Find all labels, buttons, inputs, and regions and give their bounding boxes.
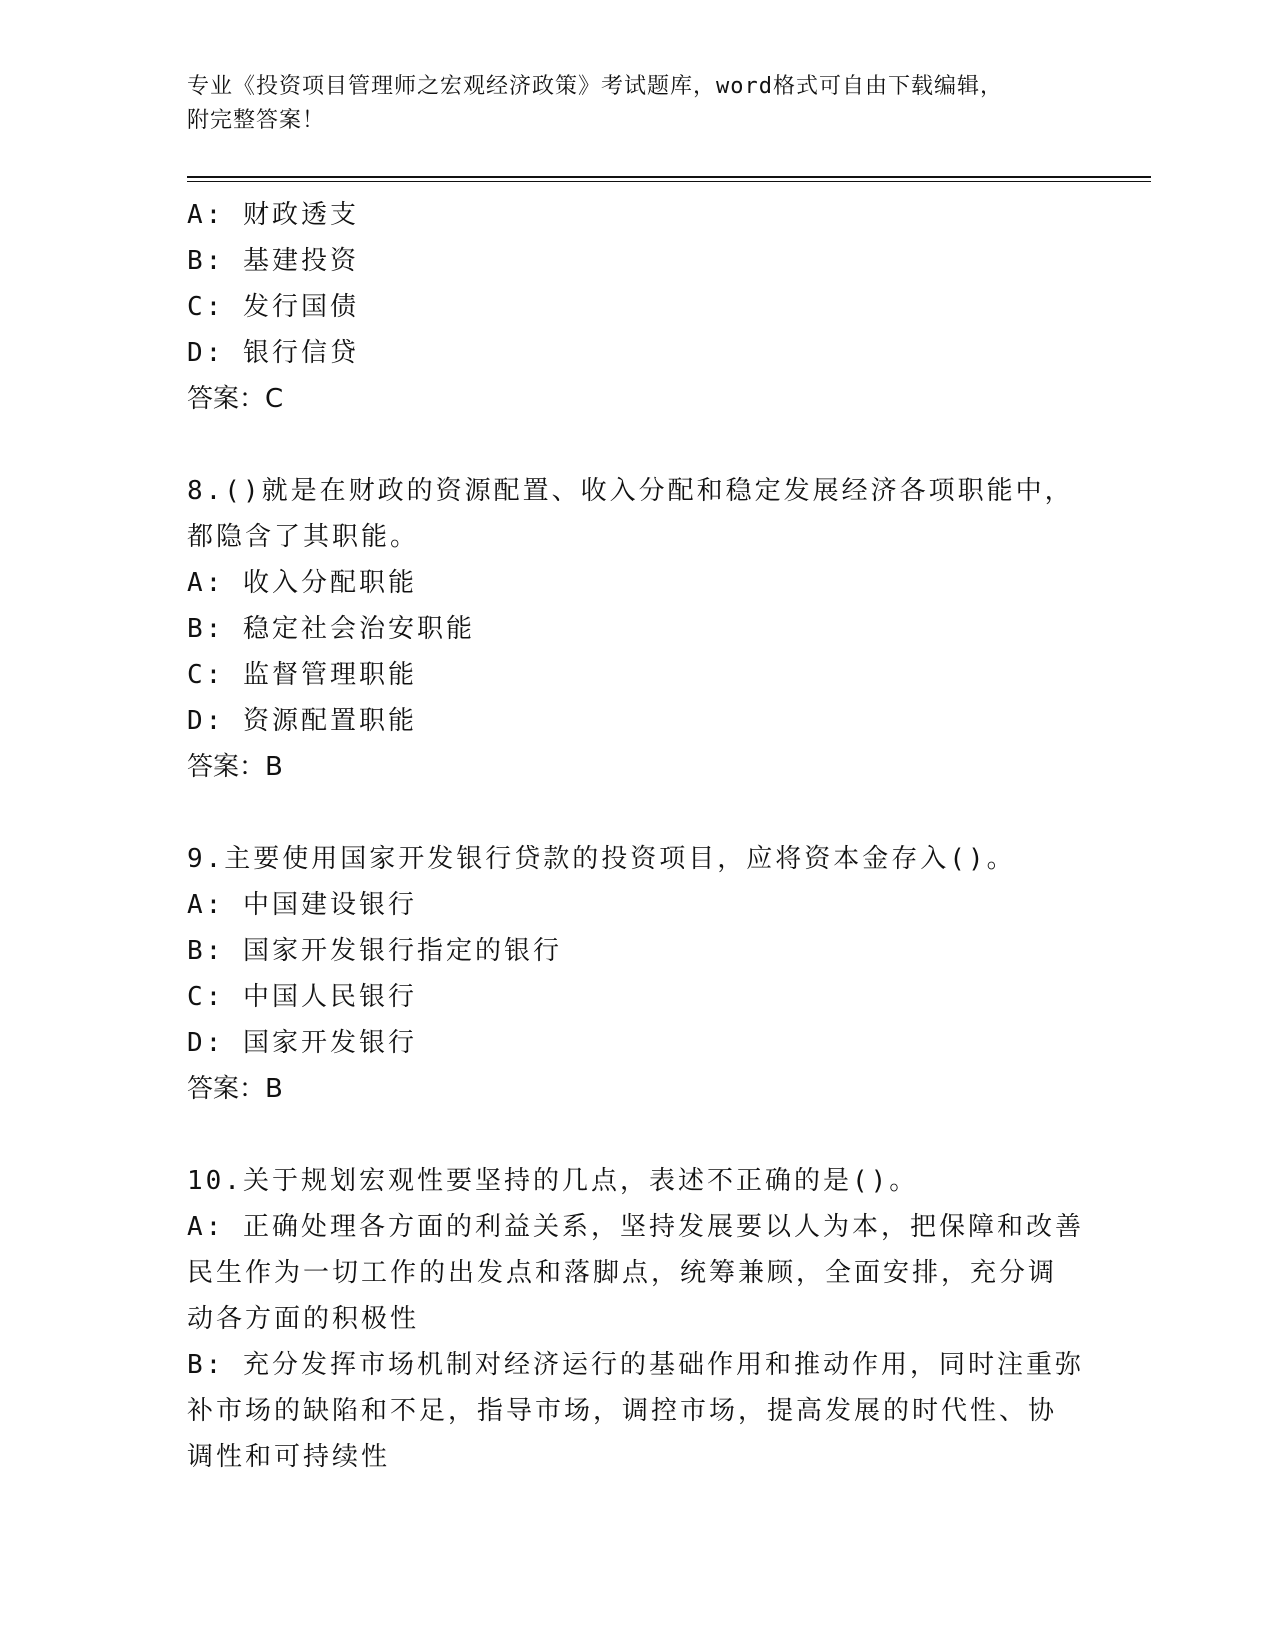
q9-option-c: C: 中国人民银行	[187, 982, 417, 1012]
q8-option-b: B: 稳定社会治安职能	[187, 614, 475, 644]
header-divider	[187, 176, 1151, 182]
q10-option-a-line-3: 动各方面的积极性	[187, 1304, 420, 1334]
q10-stem-line-1: 10.关于规划宏观性要坚持的几点，表述不正确的是()。	[187, 1166, 919, 1196]
q7-option-a: A: 财政透支	[187, 200, 359, 230]
q10-option-a-line-2: 民生作为一切工作的出发点和落脚点，统筹兼顾，全面安排，充分调	[187, 1258, 1058, 1288]
q9-option-b: B: 国家开发银行指定的银行	[187, 936, 562, 966]
q8-option-a: A: 收入分配职能	[187, 568, 417, 598]
q8-stem-line-1: 8.()就是在财政的资源配置、收入分配和稳定发展经济各项职能中，	[187, 476, 1074, 506]
spacer	[187, 790, 1147, 836]
question-10	[187, 1158, 1147, 1480]
q10-option-b-line-3: 调性和可持续性	[187, 1442, 391, 1472]
q8-answer: 答案：B	[187, 752, 283, 782]
q9-stem-line-1: 9.主要使用国家开发银行贷款的投资项目，应将资本金存入()。	[187, 844, 1016, 874]
q9-answer: 答案：B	[187, 1074, 283, 1104]
q8-stem-line-2: 都隐含了其职能。	[187, 522, 420, 552]
question-9	[187, 836, 1147, 1112]
q9-option-a: A: 中国建设银行	[187, 890, 417, 920]
question-8	[187, 468, 1147, 790]
q7-option-c: C: 发行国债	[187, 292, 359, 322]
q10-option-b-line-2: 补市场的缺陷和不足，指导市场，调控市场，提高发展的时代性、协	[187, 1396, 1058, 1426]
spacer	[187, 422, 1147, 468]
q8-option-d: D: 资源配置职能	[187, 706, 417, 736]
q7-answer: 答案：C	[187, 384, 284, 414]
header-line-1: 专业《投资项目管理师之宏观经济政策》考试题库，word格式可自由下载编辑，	[187, 74, 1003, 99]
document-page	[187, 70, 1147, 1480]
q10-option-b-line-1: B: 充分发挥市场机制对经济运行的基础作用和推动作用，同时注重弥	[187, 1350, 1084, 1380]
question-7	[187, 192, 1147, 422]
q7-option-b: B: 基建投资	[187, 246, 359, 276]
q8-option-c: C: 监督管理职能	[187, 660, 417, 690]
q9-option-d: D: 国家开发银行	[187, 1028, 417, 1058]
header-line-2: 附完整答案！	[187, 108, 326, 133]
q10-option-a-line-1: A: 正确处理各方面的利益关系，坚持发展要以人为本，把保障和改善	[187, 1212, 1084, 1242]
q7-option-d: D: 银行信贷	[187, 338, 359, 368]
spacer	[187, 1112, 1147, 1158]
